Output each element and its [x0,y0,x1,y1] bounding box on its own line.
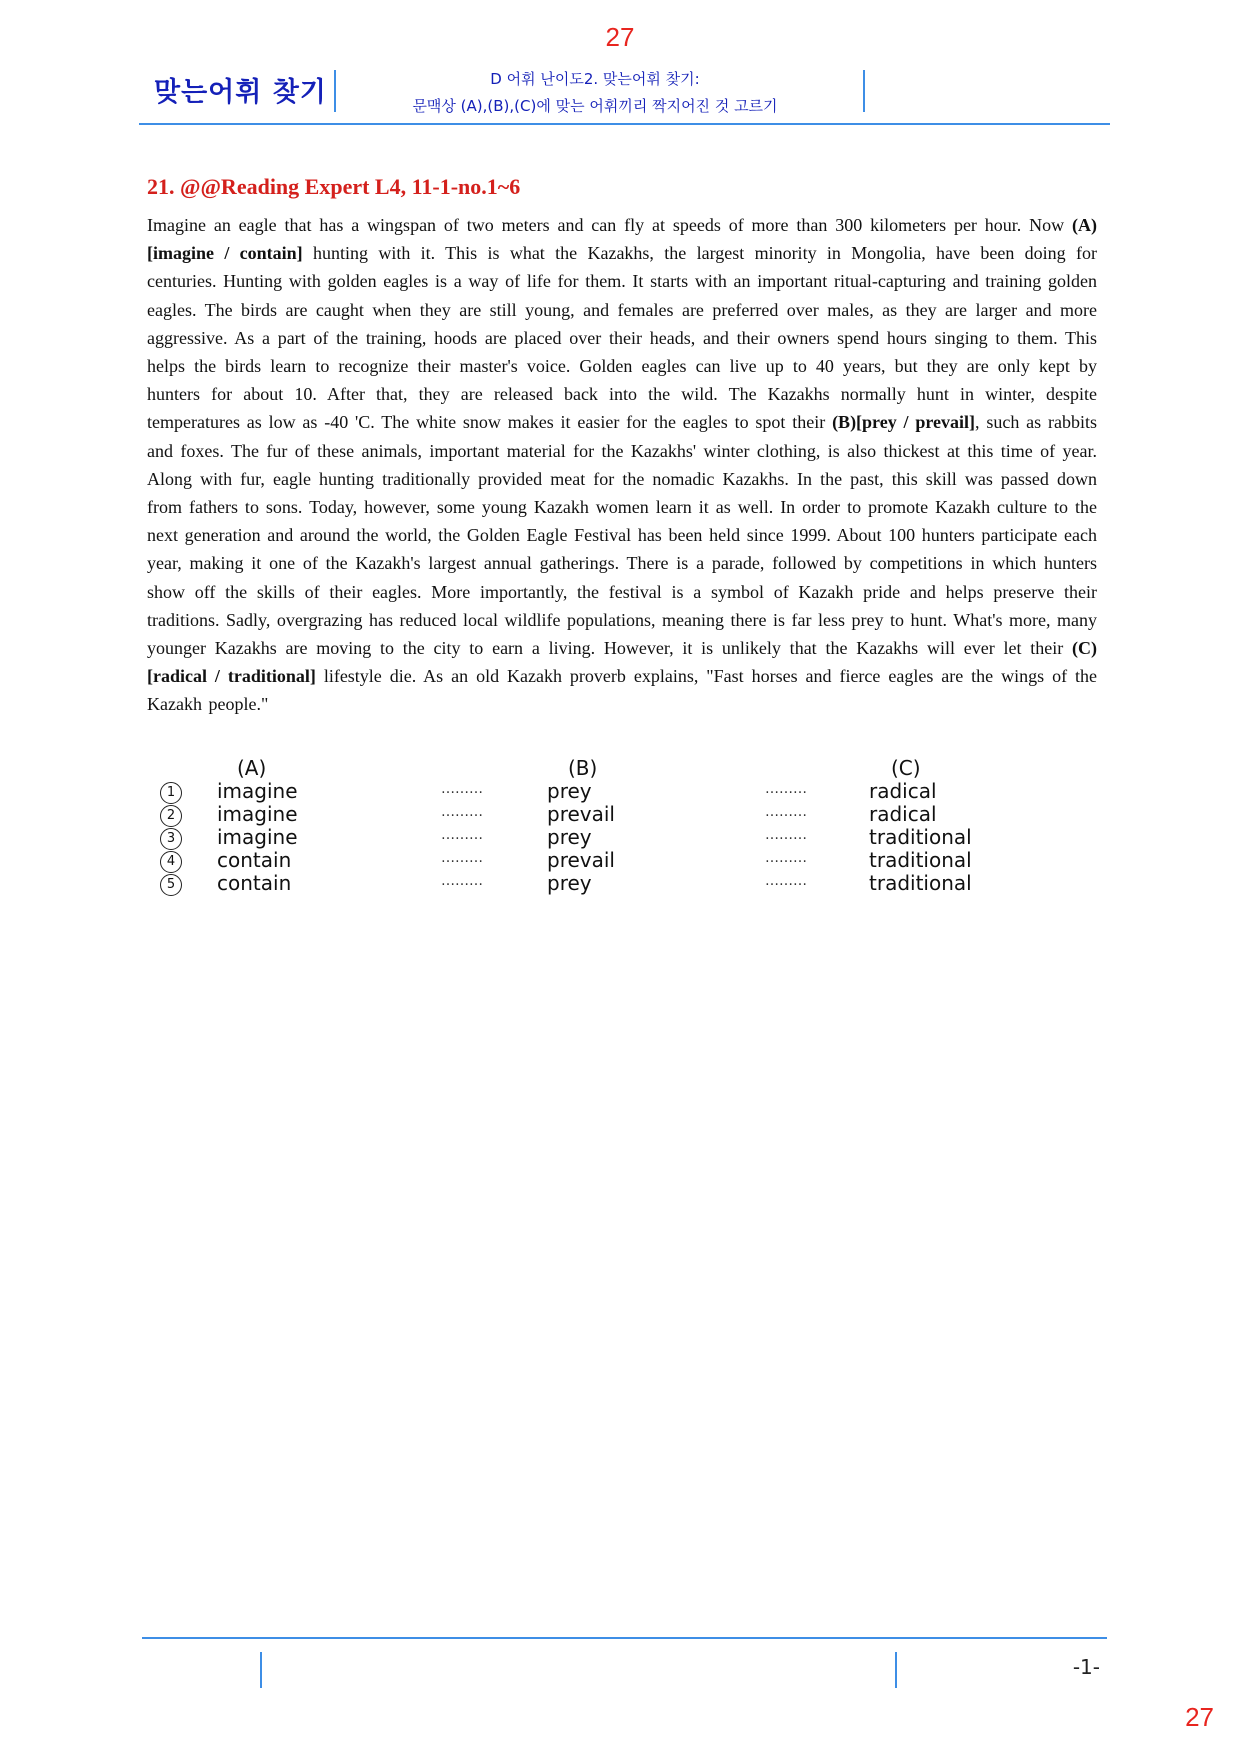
column-header-c: (C) [891,756,921,780]
header-divider-left [334,70,336,112]
choice-3-b: prey [547,825,592,849]
choice-5-dots-2: ……… [765,873,807,889]
choice-2-b: prevail [547,802,615,826]
column-header-a: (A) [237,756,267,780]
footer-divider-right [895,1652,897,1688]
choice-5-a: contain [217,871,292,895]
header-divider-right [863,70,865,112]
passage-part-1: Imagine an eagle that has a wingspan of two meters and can fly at speeds of more than 300 kilometers per hour. Now [147,215,1072,235]
reading-passage [147,211,1097,719]
choice-4-b: prevail [547,848,615,872]
blank-b: (B)[prey / prevail] [832,412,976,433]
choice-number-4[interactable]: 4 [160,851,182,873]
question-title: 21. @@Reading Expert L4, 11-1-no.1~6 [147,174,521,199]
bottom-page-number: 27 [1185,1702,1214,1732]
passage-part-3: , such as rabbits and foxes. The fur of these animals, important material for the Kazakhs' winter clothing, is also thickest at this time of year. Along with fur, eagle hunting traditionally provided meat for the nomadic Kazakhs. In the past, this skill was passed down from fathers to sons. Today, however, some young Kazakh women learn it as well. In order to promote Kazakh culture to the next generation and around the world, the Golden Eagle Festival has been held since 1999. About 100 hunters participate each year, making it one of the Kazakh's largest annual gatherings. There is a parade, followed by competitions in which hunters show off the skills of their eagles. More importantly, the festival is a symbol of Kazakh pride and helps preserve their traditions. Sadly, overgrazing has reduced local wildlife populations, meaning there is far less prey to hunt. What's more, many younger Kazakhs are moving to the city to earn a living. However, it is unlikely that the Kazakhs will ever let their [147,412,1097,659]
header-subtitle-line2: 문맥상 (A),(B),(C)에 맞는 어휘끼리 짝지어진 것 고르기 [412,97,778,115]
choice-3-dots-1: ……… [441,827,483,843]
passage-part-4: lifestyle die. As an old Kazakh proverb explains, "Fast horses and fierce eagles are the wings of the Kazakh people." [147,666,1097,715]
choice-number-1[interactable]: 1 [160,782,182,804]
choice-2-dots-2: ……… [765,804,807,820]
header-subtitle-line1: D 어휘 난이도2. 맞는어휘 찾기: [490,70,700,88]
footer-rule [142,1637,1107,1639]
choice-number-5[interactable]: 5 [160,874,182,896]
section-title: 맞는어휘 찾기 [154,77,327,108]
footer-page-label: -1- [1072,1655,1100,1679]
choice-5-dots-1: ……… [441,873,483,889]
choice-4-dots-1: ……… [441,850,483,866]
choice-2-a: imagine [217,802,298,826]
choice-4-a: contain [217,848,292,872]
passage-part-2: hunting with it. This is what the Kazakhs, the largest minority in Mongolia, have been doing for centuries. Hunting with golden eagles is a way of life for them. It starts with an important ritual-capturing and training golden eagles. The birds are caught when they are still young, and females are preferred over males, as they are larger and more aggressive. As a part of the training, hoods are placed over their heads, and their owners spend hours singing to them. This helps the birds learn to recognize their master's voice. Golden eagles can live up to 40 years, but they are only kept by hunters for about 10. After that, they are released back into the wild. The Kazakhs normally hunt in winter, despite temperatures as low as -40 'C. The white snow makes it easier for the eagles to spot their [147,243,1097,433]
choice-number-2[interactable]: 2 [160,805,182,827]
header-rule [139,123,1110,125]
blank-a: (A)[imagine / contain] [147,215,1097,264]
choice-2-c: radical [869,802,937,826]
column-header-b: (B) [568,756,598,780]
choice-3-a: imagine [217,825,298,849]
choice-1-b: prey [547,779,592,803]
choice-1-dots-2: ……… [765,781,807,797]
choice-1-c: radical [869,779,937,803]
blank-c: (C)[radical / traditional] [147,638,1097,687]
choice-2-dots-1: ……… [441,804,483,820]
choice-3-c: traditional [869,825,972,849]
top-page-number: 27 [605,22,635,52]
choice-4-c: traditional [869,848,972,872]
choice-5-b: prey [547,871,592,895]
choice-5-c: traditional [869,871,972,895]
choice-1-a: imagine [217,779,298,803]
choice-1-dots-1: ……… [441,781,483,797]
choice-number-3[interactable]: 3 [160,828,182,850]
choice-4-dots-2: ……… [765,850,807,866]
choice-3-dots-2: ……… [765,827,807,843]
footer-divider-left [260,1652,262,1688]
